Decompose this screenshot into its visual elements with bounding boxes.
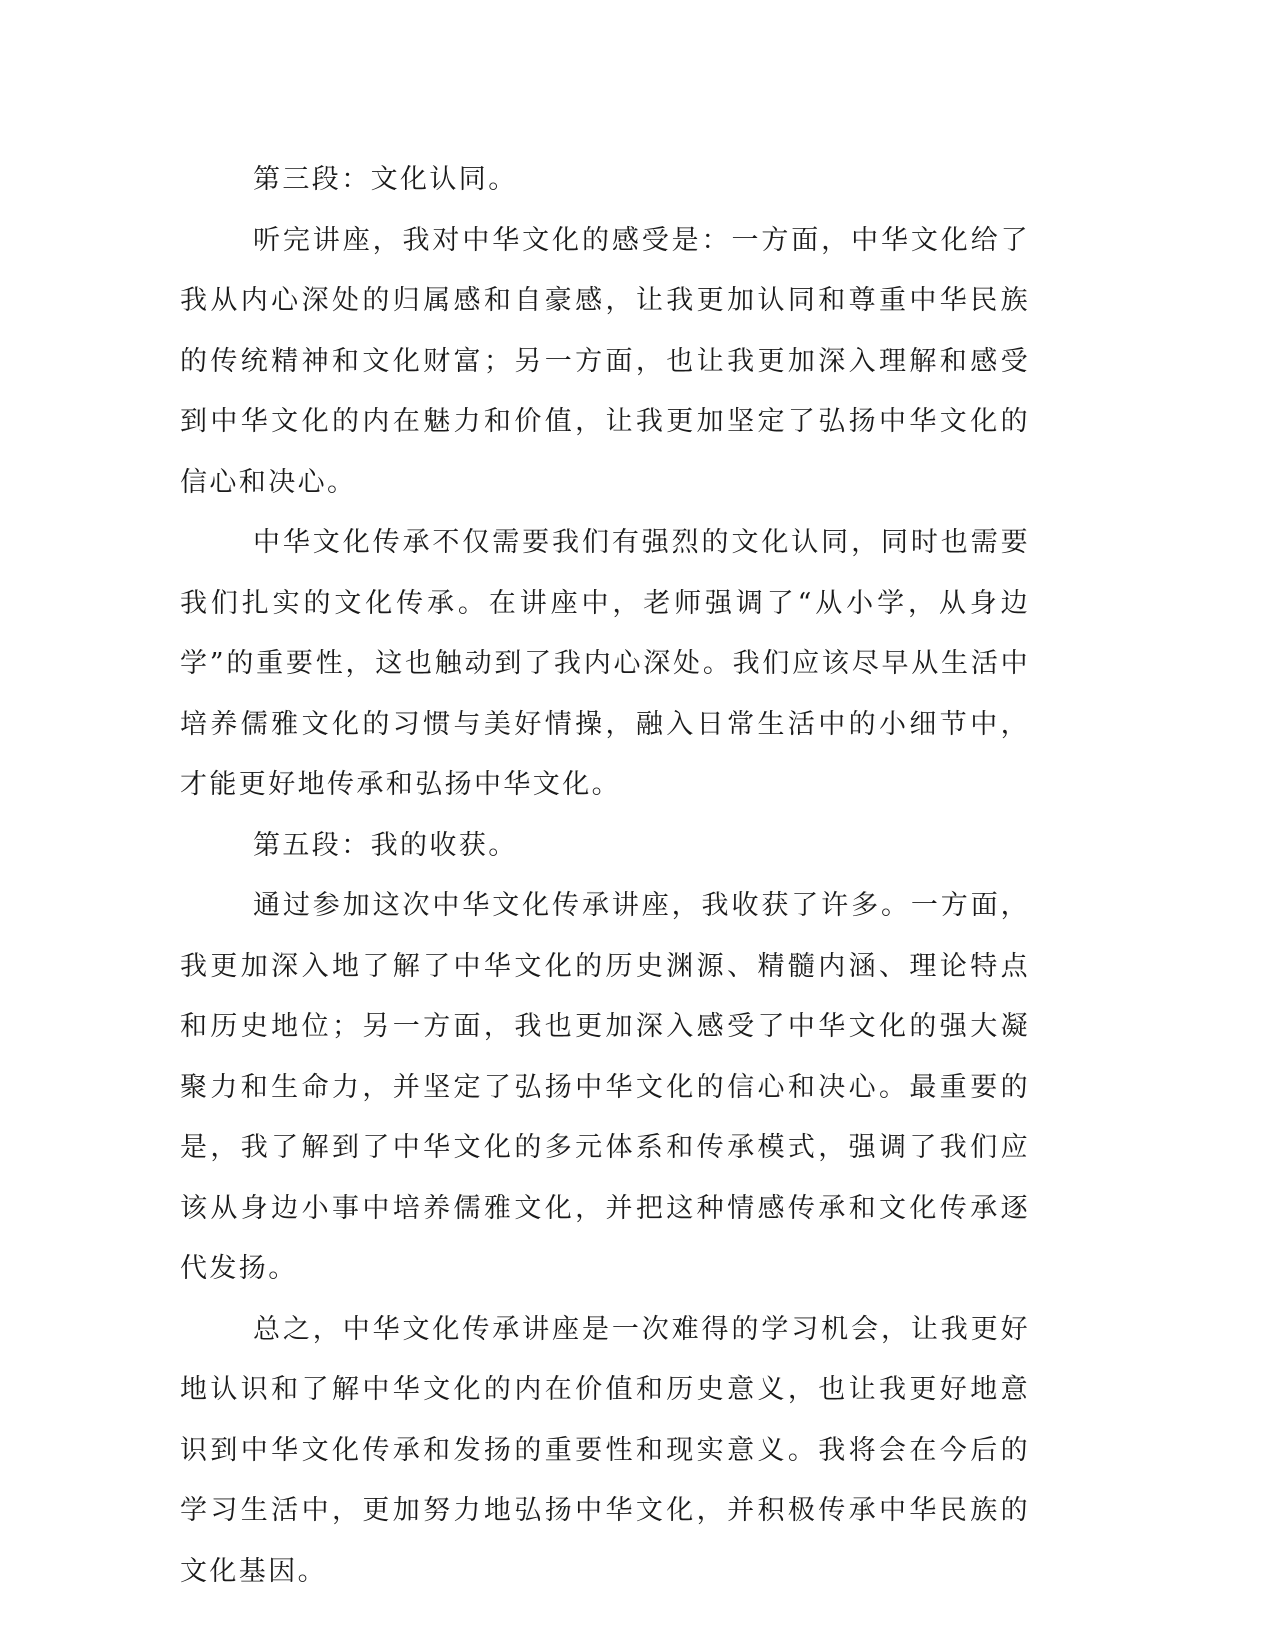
paragraph-my-gains: 通过参加这次中华文化传承讲座，我收获了许多。一方面，我更加深入地了解了中华文化的历史渊源、精髓内涵、理论特点和历史地位；另一方面，我也更加深入感受了中华文化的强大凝聚力和生命力，并坚定了弘扬中华文化的信心和决心。最重要的是，我了解到了中华文化的多元体系和传承模式，强调了我们应该从身边小事中培养儒雅文化，并把这种情感传承和文化传承逐代发扬。 (180, 890, 1030, 1284)
paragraph-lecture-feelings: 听完讲座，我对中华文化的感受是：一方面，中华文化给了我从内心深处的归属感和自豪感，让我更加认同和尊重中华民族的传统精神和文化财富；另一方面，也让我更加深入理解和感受到中华文化的内在魅力和价值，让我更加坚定了弘扬中华文化的信心和决心。 (180, 224, 1030, 498)
paragraph-cultural-inheritance: 中华文化传承不仅需要我们有强烈的文化认同，同时也需要我们扎实的文化传承。在讲座中，老师强调了“从小学，从身边学”的重要性，这也触动到了我内心深处。我们应该尽早从生活中培养儒雅文化的习惯与美好情操，融入日常生活中的小细节中，才能更好地传承和弘扬中华文化。 (180, 527, 1030, 800)
section-heading-three: 第三段：文化认同。 (253, 164, 518, 195)
paragraph-conclusion: 总之，中华文化传承讲座是一次难得的学习机会，让我更好地认识和了解中华文化的内在价值和历史意义，也让我更好地意识到中华文化传承和发扬的重要性和现实意义。我将会在今后的学习生活中，更加努力地弘扬中华文化，并积极传承中华民族的文化基因。 (180, 1313, 1030, 1587)
document-page (180, 150, 1030, 1602)
section-heading-five: 第五段：我的收获。 (253, 829, 518, 861)
